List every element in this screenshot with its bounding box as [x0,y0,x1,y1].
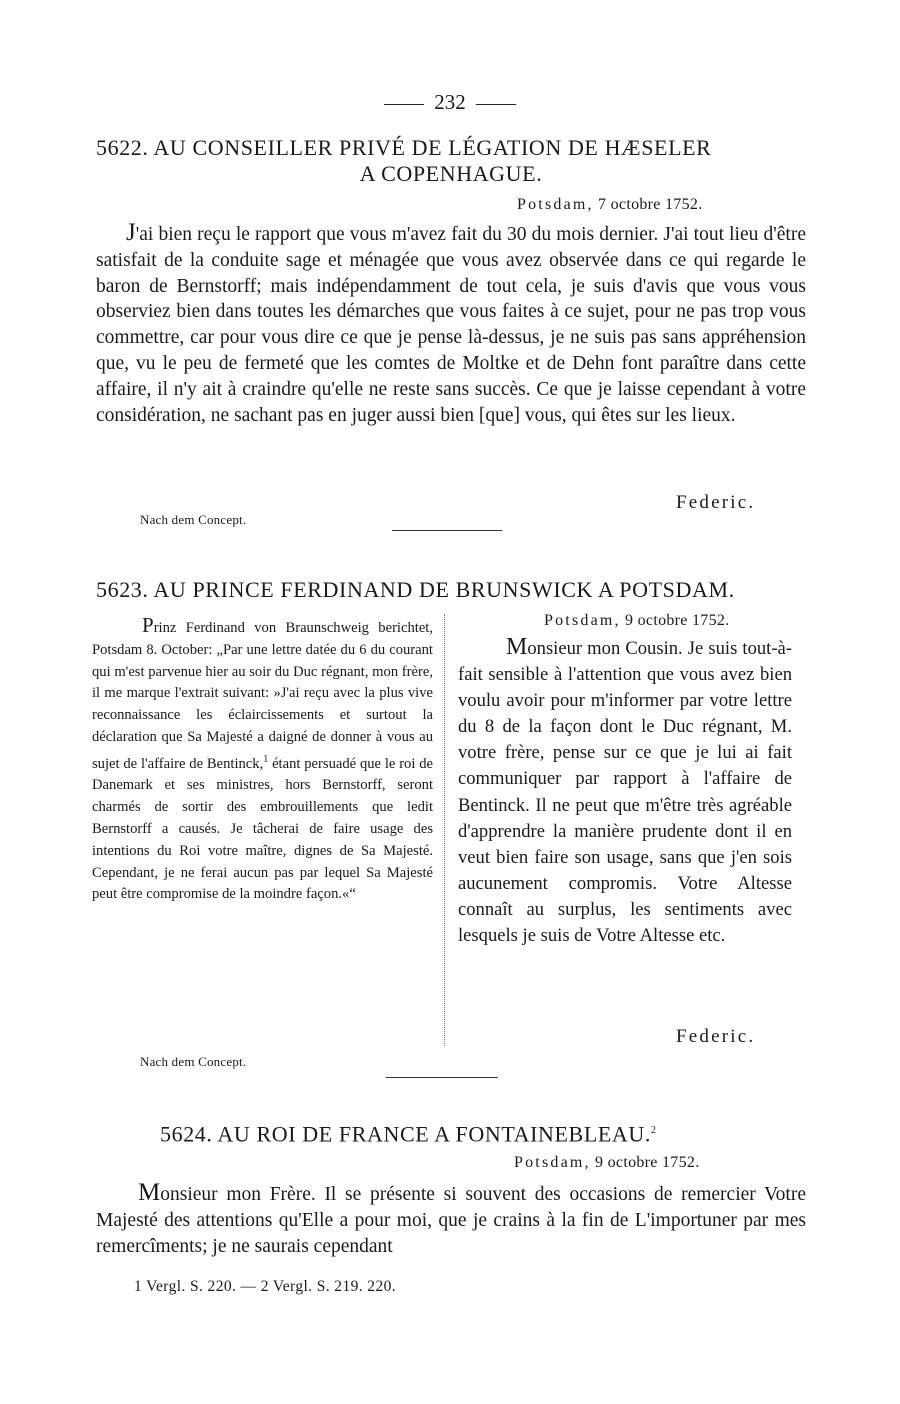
letter-5623-report: Prinz Ferdinand von Braunschweig berichtet, Potsdam 8. October: „Par une lettre datée du 6 du courant qui m'est parvenue hier au soir du Duc régnant, mon frère, il me marque l'extrait suivant: »J'ai reçu avec la plus vive reconnaissance les éclaircissements et surtout la déclaration que Sa Majesté a daigné de donner à vous au sujet de l'affaire de Bentinck,$^1$ étant persuadé que le roi de Danemark et ses ministres, hors Bernstorff, seront charmés de sortir des embrouillements que ledit Bernstorff a causés. Je tâcherai de faire usage des intentions du Roi votre maître, dignes de Sa Majesté. Cependant, je ne ferai aucun pas par lequel Sa Majesté peut être compromise de la moindre façon.«“ [92,613,434,903]
letter-5623-source: Nach dem Concept. [140,1054,247,1069]
letter-5622-source: Nach dem Concept. [140,512,247,527]
column-divider [444,614,445,1046]
letter-5622-body [96,220,806,428]
letter-5624-heading: 5624. AU ROI DE FRANCE A FONTAINEBLEAU.$^2$ [160,1121,657,1147]
section-divider-rule [386,1077,498,1078]
letter-5623-report-dropcap: P [142,613,154,637]
page-number: 232 [0,90,900,115]
footnote-marker-2: 2 [651,1125,657,1136]
section-divider-rule [392,530,502,531]
letter-5622-heading-line2: A COPENHAGUE. [359,161,543,186]
letter-5623-reply: Monsieur mon Cousin. Je suis tout-à-fait sensible à l'attention que vous avez bien voulu avoir pour m'informer par votre lettre du 8 de la façon dont le Duc régnant, M. votre frère, pense sur ce que je lui ai fait communiquer par rapport à l'affaire de Bentinck. Il ne peut que m'être très agréable d'apprendre la manière prudente dont il en veut bien faire son usage, sans que j'en sois aucunement compromis. Votre Altesse connaît au surplus, les sentiments avec lesquels je suis de Votre Altesse etc. [458,634,792,947]
letter-5624-body: Monsieur mon Frère. Il se présente si souvent des occasions de remercier Votre Majesté des attentions qu'Elle a pour moi, que je crains à la fin de L'importuner par mes remercîments; je ne saurais cependant [96,1179,806,1257]
page-number-dash-left [384,104,424,105]
letter-5622-heading [96,135,806,187]
letter-5623-reply-dropcap: M [506,634,528,660]
page-number-dash-right [476,104,516,105]
letter-5624-dateline: Potsdam, 9 octobre 1752. [514,1154,700,1171]
letter-5623-signature: Federic. [676,1026,756,1047]
footnotes: 1 Vergl. S. 220. — 2 Vergl. S. 219. 220. [134,1278,397,1295]
letter-5623-heading: 5623. AU PRINCE FERDINAND DE BRUNSWICK A POTSDAM. [96,577,735,602]
letter-5622-dateline: Potsdam, 7 octobre 1752. [517,196,703,213]
letter-5624-dropcap: M [138,1179,161,1206]
footnote-marker-1: 1 [263,753,269,765]
letter-5622-signature: Federic. [676,492,756,513]
letter-5623-dateline: Potsdam, 9 octobre 1752. [544,612,730,629]
letter-5622-heading-line1: 5622. AU CONSEILLER PRIVÉ DE LÉGATION DE HÆSELER [96,135,712,160]
letter-5622-text: 'ai bien reçu le rapport que vous m'avez fait du 30 du mois dernier. J'ai tout lieu d'être satisfait de la conduite sage et ménagée que vous avez observée dans ce qui regarde le baron de Bernstorff; mais indépendamment de tout cela, je suis d'avis que vous vous observiez bien dans toutes les démarches que vous faites à ce sujet, pour ne pas trop vous commettre, car pour vous dire ce que je pense là-dessus, je ne suis pas sans appréhension que, vu le peu de fermeté que les comtes de Moltke et de Dehn font paraître dans cette affaire, il n'y ait à craindre qu'elle ne reste sans succès. Ce que je laisse cependant à votre considération, ne sachant pas en juger aussi bien [que] vous, qui êtes sur les lieux. [96,224,806,426]
letter-5622-dropcap: J [126,219,136,246]
